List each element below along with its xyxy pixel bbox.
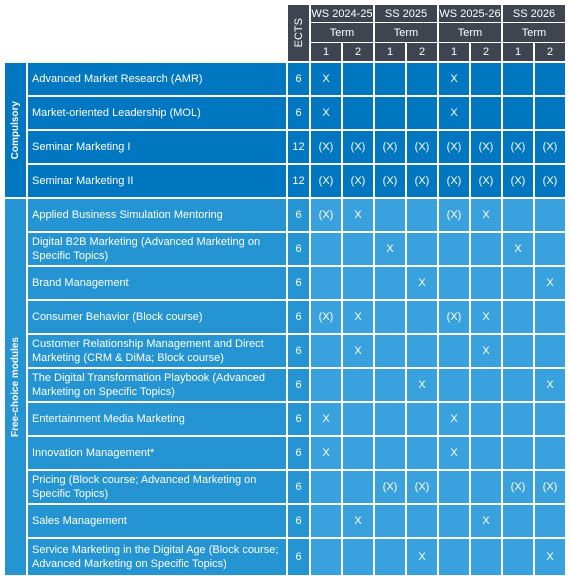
term-empty [375,301,405,333]
course-name: Consumer Behavior (Block course) [28,301,286,333]
term-empty [375,97,405,129]
ects-value: 6 [288,63,309,95]
term-empty [343,471,373,503]
term-mark: (X) [439,199,469,231]
term-mark: (X) [311,131,341,163]
term-mark: (X) [503,165,533,197]
term-empty [343,267,373,299]
course-name: Service Marketing in the Digital Age (Block course; Advanced Marketing on Specific Topics) [28,539,286,575]
term-mark: X [439,403,469,435]
term-mark: (X) [375,471,405,503]
term-number: 2 [471,43,501,61]
term-number: 2 [407,43,437,61]
term-empty [311,471,341,503]
ects-value: 6 [288,301,309,333]
ects-value: 6 [288,505,309,537]
term-mark: (X) [439,131,469,163]
term-empty [375,539,405,575]
ects-value: 12 [288,165,309,197]
term-number: 2 [535,43,565,61]
term-mark: (X) [535,165,565,197]
ects-value: 6 [288,437,309,469]
ects-value: 6 [288,233,309,265]
term-empty [535,403,565,435]
term-empty [375,63,405,95]
term-label: Term [503,23,565,42]
term-empty [311,233,341,265]
term-mark: X [311,97,341,129]
term-number: 2 [343,43,373,61]
term-empty [311,369,341,401]
course-name: Innovation Management* [28,437,286,469]
term-mark: X [535,267,565,299]
term-empty [439,471,469,503]
term-empty [535,199,565,231]
term-mark: (X) [343,165,373,197]
ects-value: 6 [288,539,309,575]
term-mark: X [407,267,437,299]
term-mark: (X) [503,131,533,163]
term-empty [535,63,565,95]
term-mark: X [375,233,405,265]
term-empty [343,233,373,265]
course-name: Brand Management [28,267,286,299]
course-name: Digital B2B Marketing (Advanced Marketing on Specific Topics) [28,233,286,265]
semester-header-ws-2025-26: WS 2025-26 [439,5,501,22]
term-empty [407,505,437,537]
group-label-free-choice [5,199,26,575]
term-empty [311,505,341,537]
term-mark: X [311,403,341,435]
term-mark: X [311,437,341,469]
term-empty [471,437,501,469]
ects-value: 6 [288,97,309,129]
group-label-text: Compulsory [10,100,21,160]
term-empty [471,233,501,265]
course-name: Customer Relationship Management and Direct Marketing (CRM & DiMa; Block course) [28,335,286,367]
term-empty [343,539,373,575]
ects-value: 6 [288,267,309,299]
term-label: Term [439,23,501,42]
group-label-text: Free-choice modules [10,336,21,438]
term-empty [407,97,437,129]
term-mark: (X) [375,131,405,163]
semester-header-ss-2026: SS 2026 [503,5,565,22]
course-name: Entertainment Media Marketing [28,403,286,435]
term-empty [471,369,501,401]
term-empty [407,301,437,333]
term-empty [375,335,405,367]
semester-header-ss-2025: SS 2025 [375,5,437,22]
term-mark: X [471,199,501,231]
term-empty [503,199,533,231]
term-empty [375,199,405,231]
term-mark: (X) [407,131,437,163]
term-empty [375,505,405,537]
term-empty [471,403,501,435]
term-empty [375,403,405,435]
term-mark: X [343,301,373,333]
course-name: Seminar Marketing II [28,165,286,197]
term-mark: (X) [503,471,533,503]
term-empty [375,267,405,299]
term-mark: X [535,369,565,401]
term-mark: X [343,505,373,537]
term-empty [439,539,469,575]
term-mark: X [439,63,469,95]
ects-value: 12 [288,131,309,163]
term-empty [471,63,501,95]
ects-label: ECTS [292,18,305,48]
term-empty [311,539,341,575]
term-empty [407,199,437,231]
term-mark: X [343,335,373,367]
term-empty [439,335,469,367]
term-label: Term [311,23,373,42]
course-name: Market-oriented Leadership (MOL) [28,97,286,129]
term-number: 1 [439,43,469,61]
term-mark: X [471,335,501,367]
term-empty [471,539,501,575]
term-empty [471,97,501,129]
term-mark: X [407,369,437,401]
term-label: Term [375,23,437,42]
term-empty [375,437,405,469]
term-mark: X [471,301,501,333]
ects-value: 6 [288,199,309,231]
ects-header [288,5,309,61]
term-empty [439,267,469,299]
term-number: 1 [375,43,405,61]
ects-value: 6 [288,403,309,435]
course-name: Seminar Marketing I [28,131,286,163]
course-name: Applied Business Simulation Mentoring [28,199,286,231]
term-empty [439,233,469,265]
term-empty [343,63,373,95]
term-empty [535,301,565,333]
term-empty [503,403,533,435]
term-empty [407,437,437,469]
term-mark: (X) [471,165,501,197]
term-empty [535,97,565,129]
term-empty [407,63,437,95]
term-mark: (X) [311,165,341,197]
group-label-compulsory [5,63,26,197]
term-empty [407,233,437,265]
term-empty [503,267,533,299]
term-empty [503,63,533,95]
term-empty [503,97,533,129]
ects-value: 6 [288,471,309,503]
term-mark: (X) [439,301,469,333]
term-mark: X [311,63,341,95]
term-mark: (X) [439,165,469,197]
term-empty [535,335,565,367]
term-empty [439,369,469,401]
term-mark: (X) [343,131,373,163]
term-mark: (X) [535,471,565,503]
term-empty [471,267,501,299]
term-empty [471,471,501,503]
course-name: The Digital Transformation Playbook (Advanced Marketing on Specific Topics) [28,369,286,401]
term-mark: X [503,233,533,265]
term-empty [407,335,437,367]
term-number: 1 [503,43,533,61]
term-number: 1 [311,43,341,61]
term-mark: X [471,505,501,537]
ects-value: 6 [288,335,309,367]
term-empty [535,233,565,265]
term-empty [535,505,565,537]
ects-value: 6 [288,369,309,401]
term-empty [375,369,405,401]
term-mark: X [439,97,469,129]
term-mark: (X) [311,199,341,231]
term-empty [503,437,533,469]
term-empty [343,403,373,435]
term-mark: (X) [407,165,437,197]
term-mark: (X) [535,131,565,163]
term-empty [503,301,533,333]
term-mark: X [407,539,437,575]
term-empty [407,403,437,435]
term-mark: (X) [407,471,437,503]
term-mark: (X) [375,165,405,197]
course-name: Sales Management [28,505,286,537]
semester-header-ws-2024-25: WS 2024-25 [311,5,373,22]
term-mark: (X) [471,131,501,163]
term-empty [503,505,533,537]
term-empty [311,267,341,299]
term-mark: X [535,539,565,575]
term-empty [439,505,469,537]
term-empty [343,97,373,129]
term-empty [503,539,533,575]
term-empty [311,335,341,367]
term-empty [343,437,373,469]
course-name: Advanced Market Research (AMR) [28,63,286,95]
term-empty [503,335,533,367]
term-empty [503,369,533,401]
term-empty [535,437,565,469]
term-mark: X [439,437,469,469]
term-mark: (X) [311,301,341,333]
term-mark: X [343,199,373,231]
course-name: Pricing (Block course; Advanced Marketing on Specific Topics) [28,471,286,503]
term-empty [343,369,373,401]
